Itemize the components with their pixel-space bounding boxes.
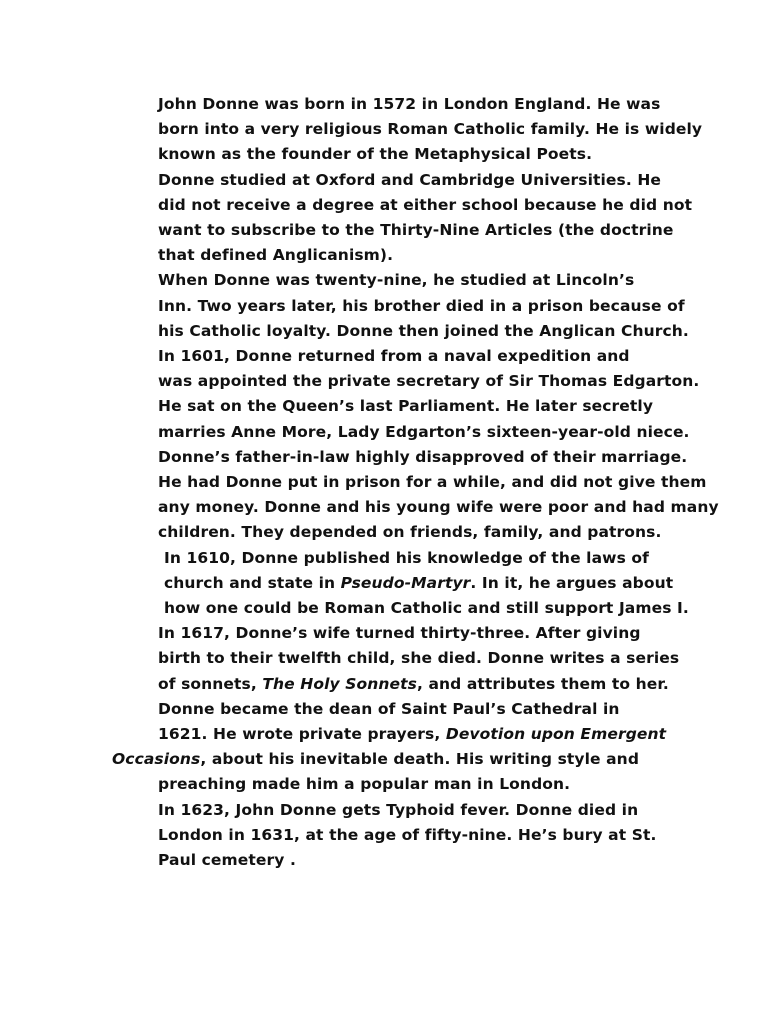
text-line: He had Donne put in prison for a while, and did not give them bbox=[158, 473, 707, 492]
text-segment: , about his inevitable death. His writing style and bbox=[200, 750, 640, 769]
text-line: his Catholic loyalty. Donne then joined the Anglican Church. bbox=[158, 321, 689, 340]
document-body bbox=[112, 92, 719, 873]
text-line: want to subscribe to the Thirty-Nine Articles (the doctrine bbox=[158, 221, 674, 240]
text-line: Donne’s father-in-law highly disapproved of their marriage. bbox=[158, 447, 688, 466]
text-line: In 1623, John Donne gets Typhoid fever. Donne died in bbox=[158, 800, 639, 819]
paragraph-dean bbox=[112, 697, 667, 798]
text-line: London in 1631, at the age of fifty-nine. He’s bury at St. bbox=[158, 825, 657, 844]
text-line: Paul cemetery . bbox=[158, 851, 296, 870]
text-line: was appointed the private secretary of Sir Thomas Edgarton. bbox=[158, 372, 700, 391]
paragraph-lincolns-inn bbox=[112, 268, 689, 344]
paragraph-birth bbox=[112, 92, 703, 168]
paragraph-1601 bbox=[112, 344, 719, 546]
book-title-devotions-cont: Occasions bbox=[112, 750, 201, 769]
text-line: did not receive a degree at either school because he did not bbox=[158, 195, 693, 214]
text-line: preaching made him a popular man in London. bbox=[158, 775, 571, 794]
text-line: marries Anne More, Lady Edgarton’s sixteen-year-old niece. bbox=[158, 422, 690, 441]
text-line: When Donne was twenty-nine, he studied at Lincoln’s bbox=[158, 271, 635, 290]
text-line bbox=[112, 722, 667, 747]
text-line: He sat on the Queen’s last Parliament. He later secretly bbox=[158, 397, 654, 416]
text-line bbox=[112, 747, 652, 772]
text-line: In 1601, Donne returned from a naval expedition and bbox=[158, 347, 630, 366]
text-line: Donne became the dean of Saint Paul’s Cathedral in bbox=[158, 699, 620, 718]
paragraph-1610 bbox=[112, 546, 689, 622]
text-line: birth to their twelfth child, she died. Donne writes a series bbox=[158, 649, 680, 668]
text-line: In 1617, Donne’s wife turned thirty-three. After giving bbox=[158, 624, 641, 643]
paragraph-1617 bbox=[112, 621, 680, 697]
text-line: In 1610, Donne published his knowledge of the laws of bbox=[164, 548, 649, 567]
text-line: any money. Donne and his young wife were poor and had many bbox=[158, 498, 719, 517]
book-title-pseudo-martyr: Pseudo-Martyr bbox=[340, 573, 471, 592]
text-line: known as the founder of the Metaphysical Poets. bbox=[158, 145, 593, 164]
paragraph-education bbox=[112, 168, 693, 269]
text-line: John Donne was born in 1572 in London England. He was bbox=[158, 95, 661, 113]
book-title-holy-sonnets: The Holy Sonnets bbox=[262, 674, 417, 693]
text-segment: , and attributes them to her. bbox=[416, 674, 669, 693]
text-line: Donne studied at Oxford and Cambridge Universities. He bbox=[158, 170, 662, 189]
text-line: that defined Anglicanism). bbox=[158, 246, 394, 265]
text-segment: . In it, he argues about bbox=[470, 573, 674, 592]
text-line bbox=[112, 571, 674, 596]
text-segment: 1621. He wrote private prayers, bbox=[158, 725, 446, 744]
text-segment: church and state in bbox=[164, 573, 341, 592]
text-line: Inn. Two years later, his brother died in a prison because of bbox=[158, 296, 685, 315]
paragraph-death bbox=[112, 798, 657, 874]
text-segment: of sonnets, bbox=[158, 674, 263, 693]
text-line: born into a very religious Roman Catholic family. He is widely bbox=[158, 120, 703, 139]
text-line: how one could be Roman Catholic and still support James I. bbox=[164, 599, 689, 618]
book-title-devotions: Devotion upon Emergent bbox=[445, 725, 667, 744]
text-line: children. They depended on friends, family, and patrons. bbox=[158, 523, 662, 542]
text-line bbox=[112, 672, 669, 697]
